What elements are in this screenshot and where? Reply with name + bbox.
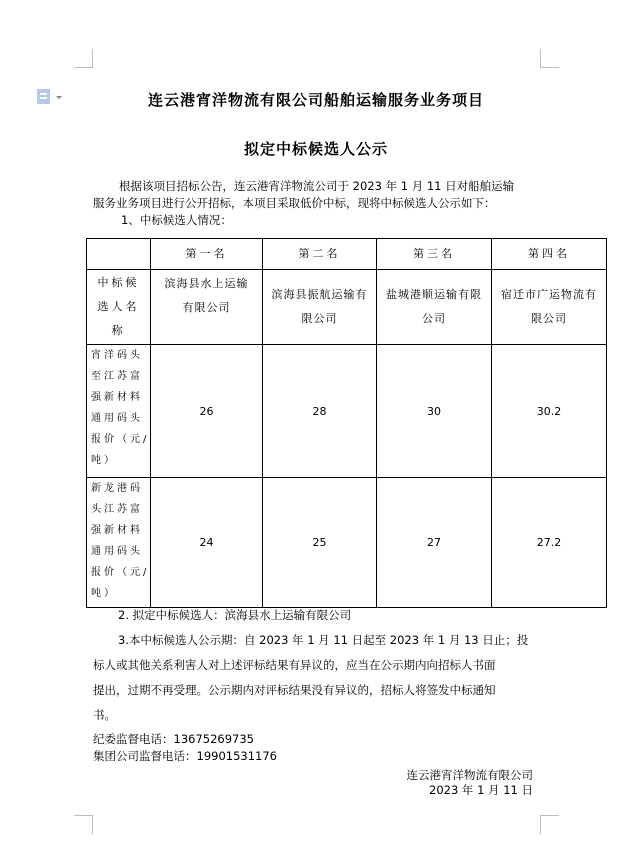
page-corner-mark: [74, 49, 93, 68]
candidate-name: 宿迁市广运物流有限公司: [492, 270, 607, 345]
section-2: 2. 拟定中标候选人：滨海县水上运输有限公司: [118, 608, 352, 622]
section-3-line: 提出，过期不再受理。公示期内对评标结果没有异议的，招标人将签发中标通知: [93, 683, 496, 697]
table-header: 第二名: [263, 239, 377, 270]
row-label: 中标候选人名称: [87, 270, 151, 345]
price-cell: 24: [151, 478, 263, 608]
table-header: 第一名: [151, 239, 263, 270]
price-cell: 27: [377, 478, 492, 608]
document-title: 连云港宵洋物流有限公司船舶运输服务业务项目: [147, 91, 484, 109]
row-label: 新龙港码头江苏富强新材料通用码头报价（元/吨）: [87, 478, 151, 608]
page-corner-mark: [74, 815, 93, 834]
section-1-heading: 1、中标候选人情况：: [121, 213, 232, 227]
price-cell: 25: [263, 478, 377, 608]
price-cell: 28: [263, 345, 377, 478]
section-3-line: 书。: [93, 708, 116, 722]
candidate-name: 滨海县振航运输有限公司: [263, 270, 377, 345]
intro-line: 根据该项目招标公告，连云港宵洋物流公司于 2023 年 1 月 11 日对船舶运输: [119, 179, 515, 193]
candidates-table: [86, 238, 607, 608]
document-subtitle: 拟定中标候选人公示: [243, 140, 388, 158]
section-3-line: 3.本中标候选人公示期：自 2023 年 1 月 11 日起至 2023 年 1 月 13 日止；投: [118, 633, 529, 647]
signature-date: 2023 年 1 月 11 日: [429, 783, 533, 797]
row-label: 宵洋码头至江苏富强新材料通用码头报价（元/吨）: [87, 345, 151, 478]
table-header: 第四名: [492, 239, 607, 270]
page-corner-mark: [540, 49, 559, 68]
intro-line: 服务业务项目进行公开招标，本项目采取低价中标，现将中标候选人公示如下：: [93, 196, 496, 210]
price-cell: 30.2: [492, 345, 607, 478]
table-header: [87, 239, 151, 270]
candidate-name: 盐城港顺运输有限公司: [377, 270, 492, 345]
phone-group: 集团公司监督电话：19901531176: [93, 749, 277, 763]
price-cell: 27.2: [492, 478, 607, 608]
candidate-name: 滨海县水上运输有限公司: [151, 270, 263, 345]
signature-company: 连云港宵洋物流有限公司: [406, 768, 533, 782]
price-cell: 26: [151, 345, 263, 478]
price-cell: 30: [377, 345, 492, 478]
phone-discipline: 纪委监督电话：13675269735: [93, 732, 254, 746]
table-header: 第三名: [377, 239, 492, 270]
section-3-line: 标人或其他关系利害人对上述评标结果有异议的，应当在公示期内向招标人书面: [93, 658, 496, 672]
page-corner-mark: [540, 815, 559, 834]
